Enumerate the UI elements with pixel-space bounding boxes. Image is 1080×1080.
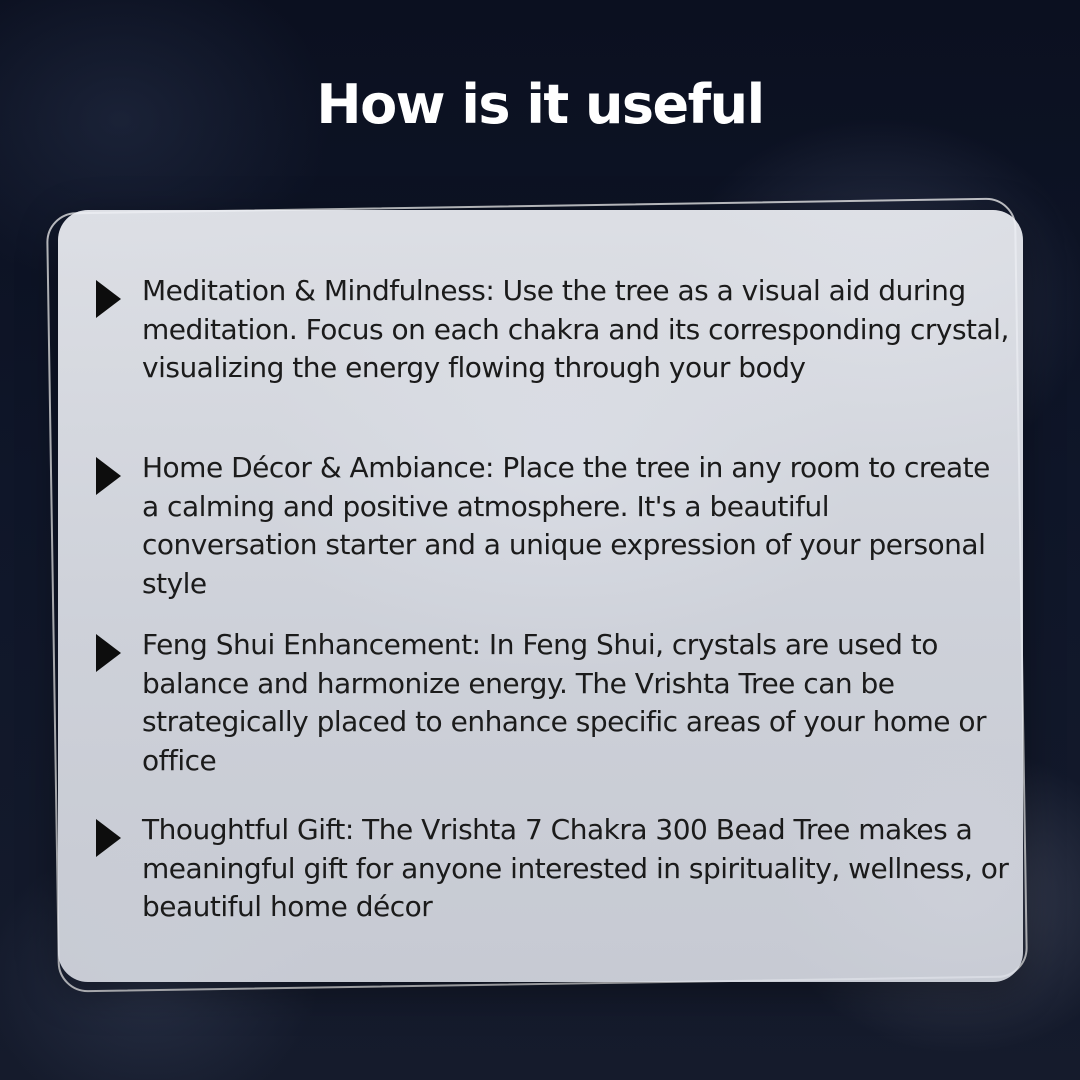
page-title: How is it useful: [316, 73, 764, 136]
triangle-right-icon: [96, 457, 121, 495]
triangle-right-icon: [96, 280, 121, 318]
triangle-right-icon: [96, 634, 121, 672]
list-item-text: Thoughtful Gift: The Vrishta 7 Chakra 300 Bead Tree makes a meaningful gift for anyone interested in spirituality, wellness, or beautiful home décor: [142, 813, 1009, 923]
triangle-right-icon: [96, 819, 121, 857]
list-item-text: Home Décor & Ambiance: Place the tree in any room to create a calming and positive atmosphere. It's a beautiful conversation starter and a unique expression of your personal style: [142, 451, 990, 600]
list-item-text: Feng Shui Enhancement: In Feng Shui, crystals are used to balance and harmonize energy. The Vrishta Tree can be strategically placed to enhance specific areas of your home or office: [142, 628, 987, 777]
list-item-text: Meditation & Mindfulness: Use the tree as a visual aid during meditation. Focus on each chakra and its corresponding crystal, visualizing the energy flowing through your body: [142, 274, 1009, 384]
